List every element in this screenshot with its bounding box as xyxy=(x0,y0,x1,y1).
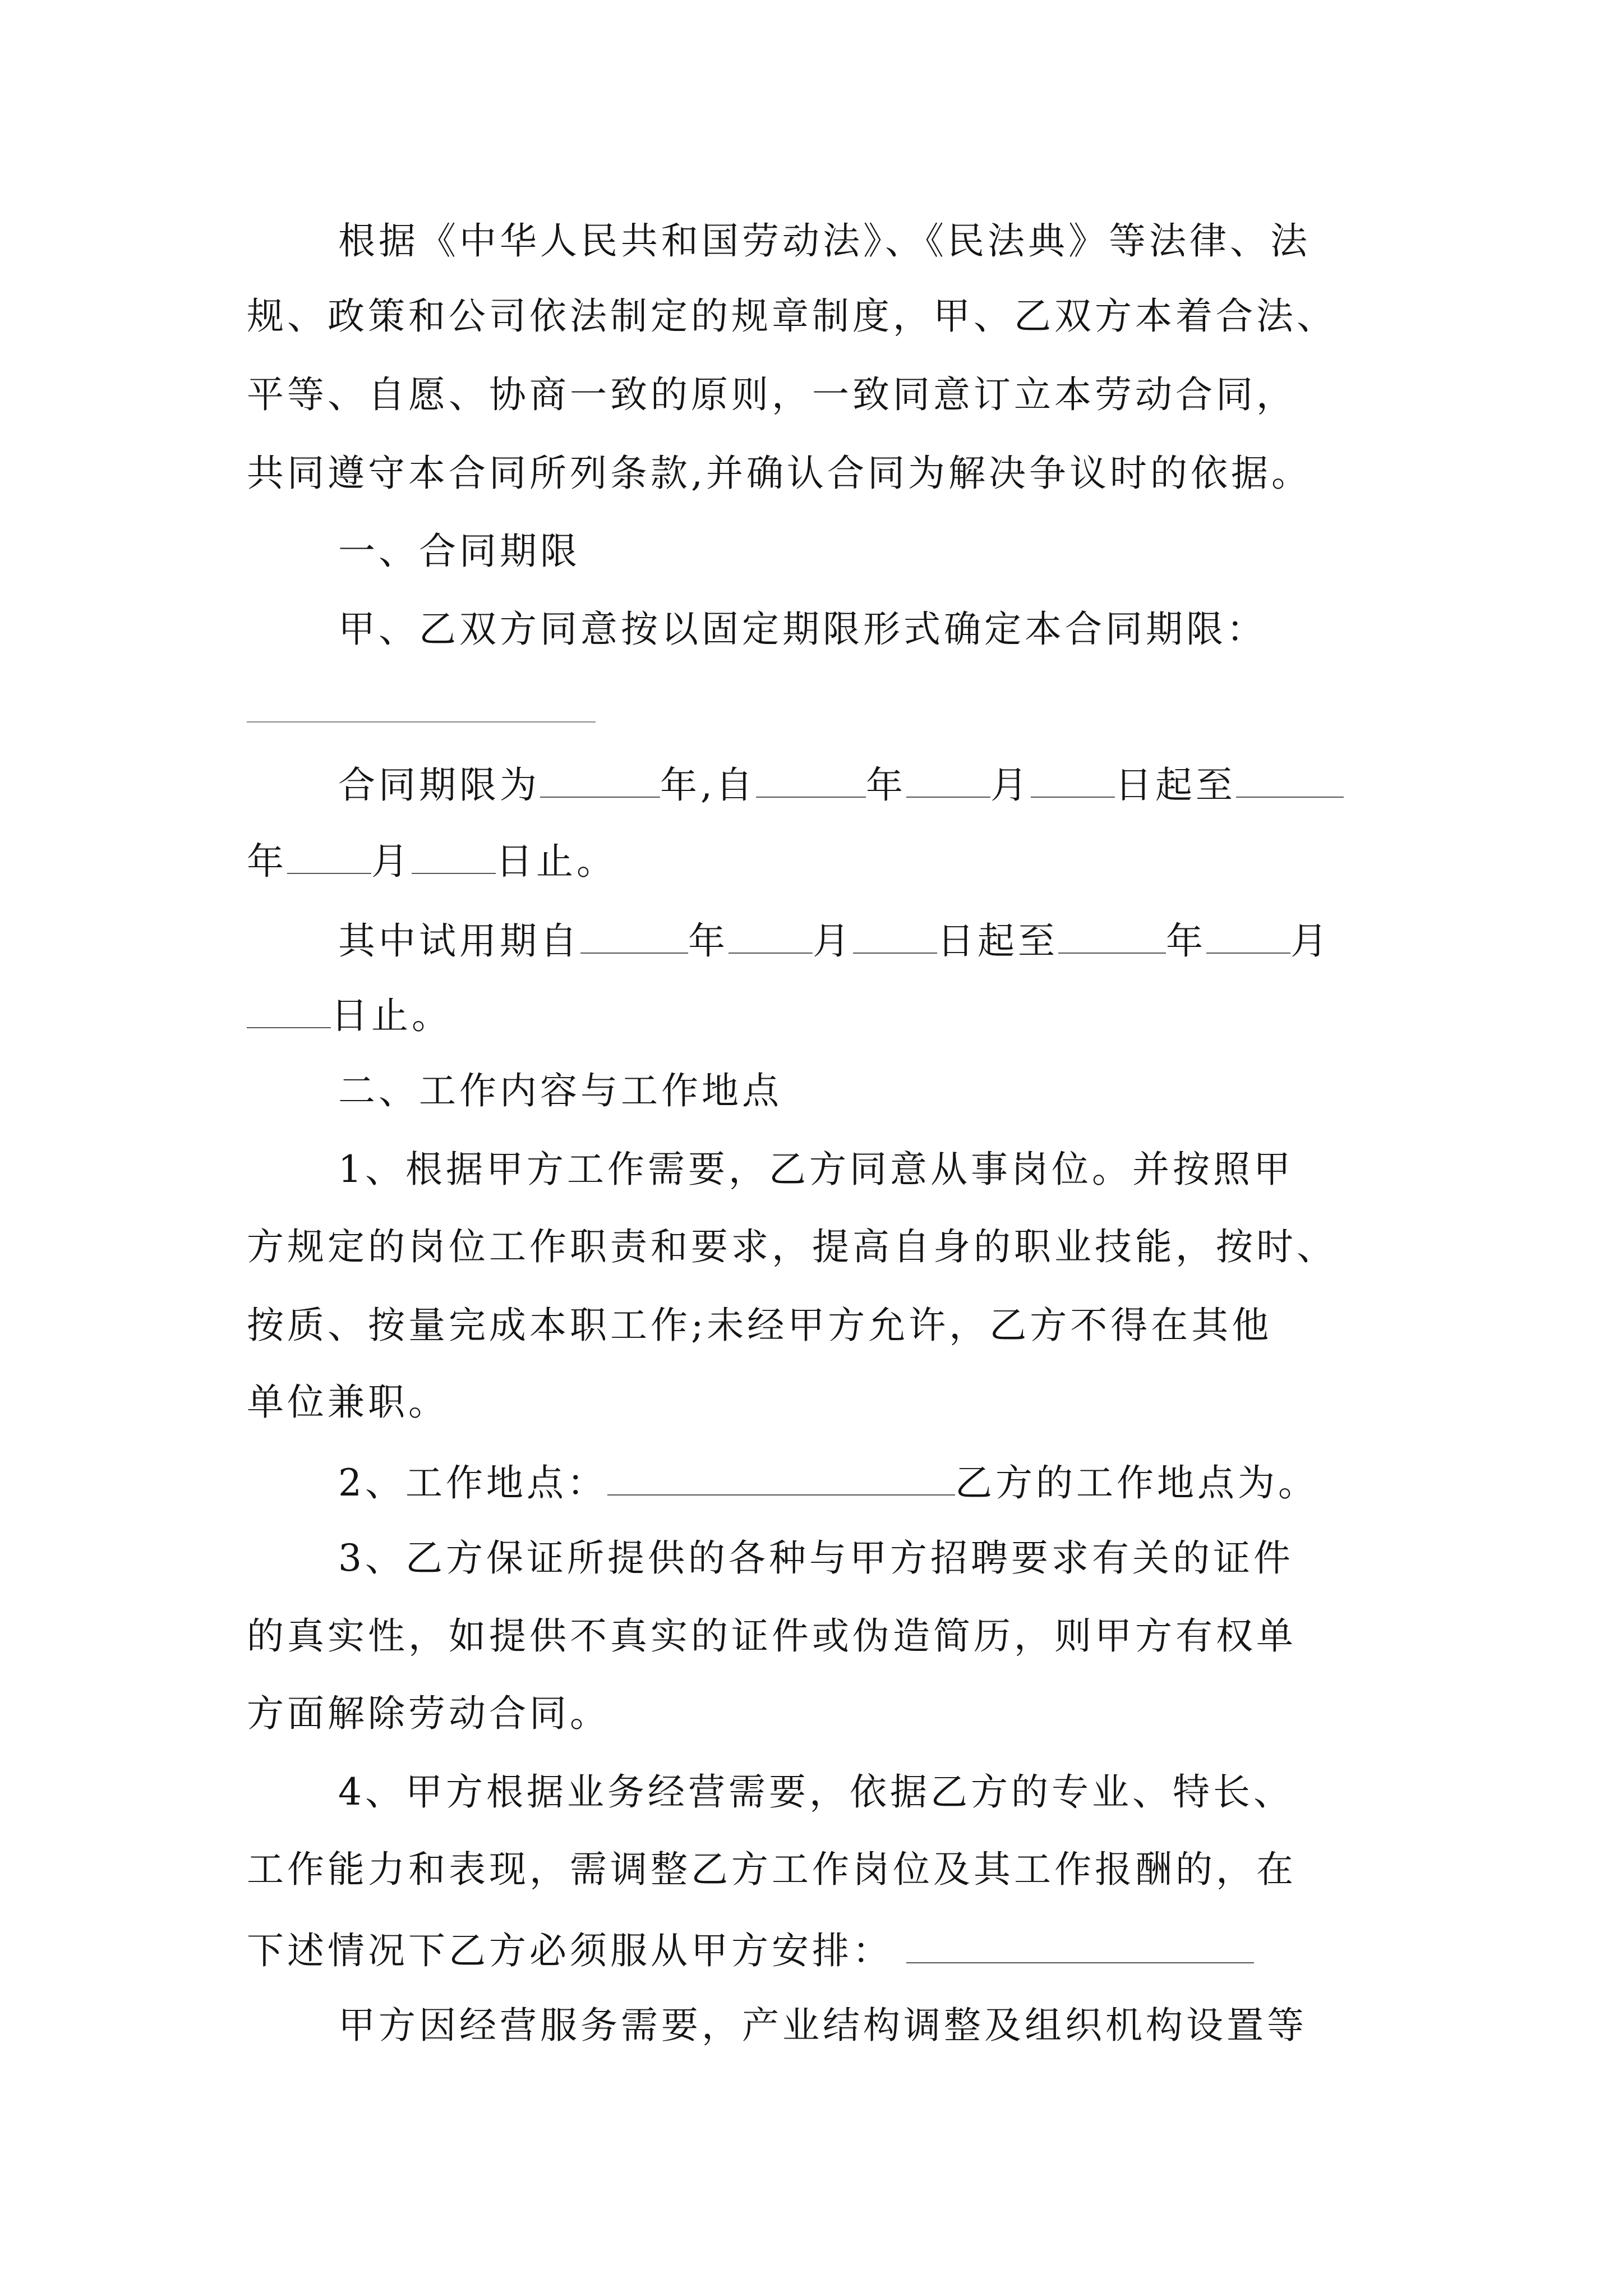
item-3-line-3: 方面解除劳动合同。 xyxy=(247,1692,610,1735)
item-3-line-1: 3、乙方保证所提供的各种与甲方招聘要求有关的证件 xyxy=(338,1536,1294,1580)
blank-end-year xyxy=(1236,764,1344,798)
item-1-line-3: 按质、按量完成本职工作;未经甲方允许，乙方不得在其他 xyxy=(247,1304,1272,1347)
blank-start-day xyxy=(1031,764,1115,798)
probation-text-2: 年 xyxy=(688,919,728,963)
blank-probation-end-month xyxy=(1206,920,1290,954)
blank-line-contract-type xyxy=(247,721,596,723)
blank-probation-end-year xyxy=(1058,920,1166,954)
probation-text-1: 其中试用期自 xyxy=(338,919,580,963)
item-1-line-2: 方规定的岗位工作职责和要求，提高自身的职业技能，按时、 xyxy=(247,1225,1337,1268)
item-4-line-3 xyxy=(247,1930,1254,1970)
probation-line-1 xyxy=(338,919,1331,963)
section-1-heading: 一、合同期限 xyxy=(338,530,580,573)
blank-start-year xyxy=(756,764,866,798)
term-text-5: 日起至 xyxy=(1114,763,1236,807)
preamble-line-3: 平等、自愿、协商一致的原则，一致同意订立本劳动合同， xyxy=(247,373,1297,416)
term-text-7: 月 xyxy=(371,840,412,883)
term-text-6: 年 xyxy=(247,840,287,883)
item-4-line-2: 工作能力和表现，需调整乙方工作岗位及其工作报酬的，在 xyxy=(247,1848,1297,1891)
section-1-intro: 甲、乙双方同意按以固定期限形式确定本合同期限： xyxy=(338,608,1267,651)
item-4-text-3: 下述情况下乙方必须服从甲方安排： xyxy=(247,1929,893,1972)
item-4-line-1: 4、甲方根据业务经营需要，依据乙方的专业、特长、 xyxy=(338,1770,1294,1814)
term-text-8: 日止。 xyxy=(496,840,617,883)
probation-text-3: 月 xyxy=(813,919,853,963)
item-2-line xyxy=(338,1462,1318,1502)
item-1-line-4: 单位兼职。 xyxy=(247,1381,449,1424)
blank-end-day xyxy=(412,840,496,874)
item-1-line-1: 1、根据甲方工作需要，乙方同意从事岗位。并按照甲 xyxy=(338,1148,1294,1191)
probation-text-4: 日起至 xyxy=(937,919,1058,963)
probation-text-5: 年 xyxy=(1166,919,1206,963)
last-paragraph-line: 甲方因经营服务需要，产业结构调整及组织机构设置等 xyxy=(338,2004,1307,2047)
blank-probation-end-day xyxy=(247,995,331,1028)
item-2-text-1: 2、工作地点： xyxy=(338,1461,607,1504)
probation-line-2 xyxy=(247,994,452,1037)
blank-end-month xyxy=(287,840,371,874)
preamble-line-2: 规、政策和公司依法制定的规章制度，甲、乙双方本着合法、 xyxy=(247,295,1337,338)
section-2-heading: 二、工作内容与工作地点 xyxy=(338,1069,782,1112)
item-2-text-2: 乙方的工作地点为。 xyxy=(955,1461,1318,1504)
blank-probation-start-year xyxy=(580,920,688,954)
blank-term-years xyxy=(540,764,660,798)
contract-term-line-2 xyxy=(247,840,617,883)
contract-term-line-1 xyxy=(338,763,1344,807)
blank-work-location xyxy=(607,1462,955,1496)
probation-text-6: 月 xyxy=(1290,919,1331,963)
term-text-4: 月 xyxy=(990,763,1031,807)
term-text-3: 年 xyxy=(865,763,906,807)
item-3-line-2: 的真实性，如提供不真实的证件或伪造简历，则甲方有权单 xyxy=(247,1614,1297,1658)
blank-probation-start-day xyxy=(853,920,937,954)
blank-start-month xyxy=(906,764,990,798)
blank-arrangement xyxy=(906,1930,1254,1963)
term-text-1: 合同期限为 xyxy=(338,763,540,807)
blank-probation-start-month xyxy=(728,920,813,954)
preamble-line-1: 根据《中华人民共和国劳动法》、《民法典》等法律、法 xyxy=(338,219,1311,263)
term-text-2: 年,自 xyxy=(660,763,756,807)
probation-text-7: 日止。 xyxy=(331,994,452,1037)
preamble-line-4: 共同遵守本合同所列条款,并确认合同为解决争议时的依据。 xyxy=(247,452,1312,495)
